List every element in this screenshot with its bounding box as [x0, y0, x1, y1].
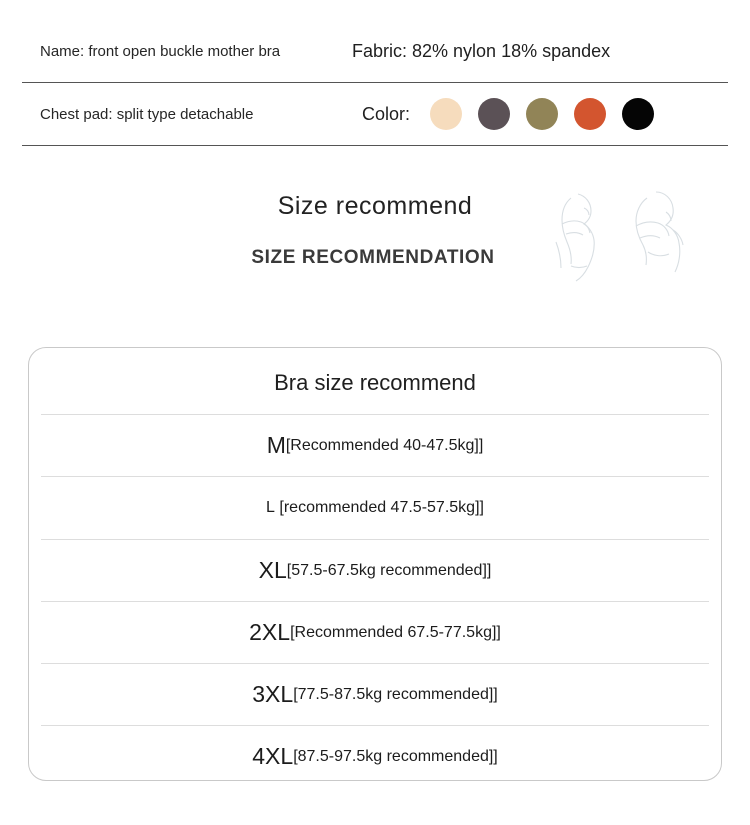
table-row	[41, 663, 709, 725]
size-description: [recommended 47.5-57.5kg]]	[279, 499, 484, 516]
spec-row-pad-color	[22, 83, 728, 146]
spec-row-name-fabric	[22, 20, 728, 83]
product-spec-block	[22, 0, 728, 146]
color-swatch-olive[interactable]	[526, 98, 558, 130]
table-row	[41, 539, 709, 601]
size-table-rows	[41, 414, 709, 787]
page-subtitle: SIZE RECOMMENDATION	[251, 247, 495, 268]
size-code: 3XL	[252, 681, 294, 707]
size-code: M	[266, 432, 286, 458]
size-code: XL	[258, 557, 287, 583]
size-recommend-heading-block	[0, 192, 750, 269]
color-swatch-dark-gray[interactable]	[478, 98, 510, 130]
color-swatch-black[interactable]	[622, 98, 654, 130]
size-code: L	[266, 499, 275, 516]
color-swatch-list	[430, 98, 654, 130]
size-code: 2XL	[249, 619, 291, 645]
fabric-text: Fabric: 82% nylon 18% spandex	[352, 40, 611, 61]
color-label: Color:	[362, 103, 411, 124]
woman-line-art-icon	[526, 186, 726, 286]
color-swatch-beige[interactable]	[430, 98, 462, 130]
size-code: 4XL	[252, 743, 294, 769]
color-swatch-rust-orange[interactable]	[574, 98, 606, 130]
product-name-text: Name: front open buckle mother bra	[40, 42, 281, 60]
table-row	[41, 414, 709, 476]
table-row	[41, 476, 709, 539]
size-table-title: Bra size recommend	[274, 370, 476, 395]
size-recommend-card	[28, 347, 722, 781]
page-title: Size recommend	[277, 192, 473, 220]
size-description: [57.5-67.5kg recommended]]	[286, 561, 492, 579]
size-description: [Recommended 67.5-77.5kg]]	[290, 623, 501, 641]
table-row	[41, 725, 709, 787]
size-description: [87.5-97.5kg recommended]]	[293, 747, 498, 765]
size-description: [Recommended 40-47.5kg]]	[285, 436, 484, 454]
size-description: [77.5-87.5kg recommended]]	[293, 685, 498, 703]
chest-pad-text: Chest pad: split type detachable	[40, 105, 254, 123]
table-row	[41, 601, 709, 663]
